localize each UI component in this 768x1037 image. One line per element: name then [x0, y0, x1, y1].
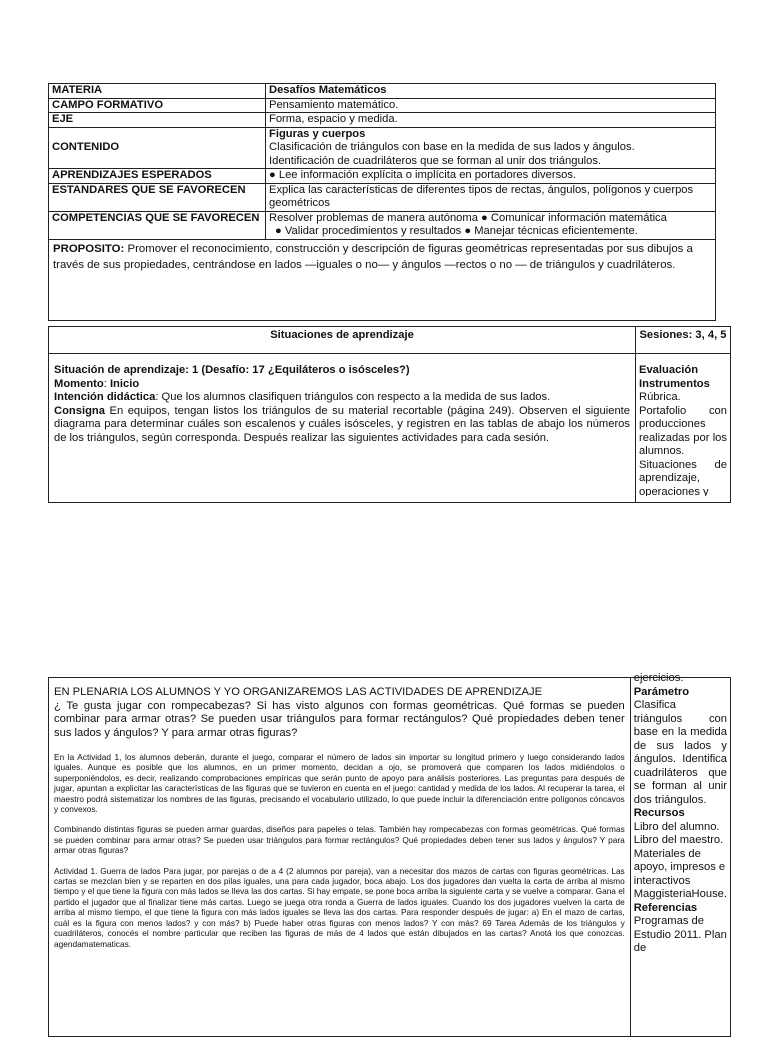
momento-label: Momento [54, 377, 104, 390]
actividades-row [49, 678, 731, 1037]
actividades-intro [54, 686, 625, 740]
materia-label: MATERIA [49, 84, 266, 99]
actividad-paragraph-3: Actividad 1. Guerra de lados Para jugar, por parejas o de a 4 (2 alumnos por pareja), van a necesitar dos mazos de cartas con figuras geométricas. Las cartas se mezclan bien y se reparten en dos pilas iguales, una para cada jugador, boca abajo. Los dos jugadores dan vuelta la carta de arriba al mismo tiempo y el que tiene la figura con más lados se lleva las dos cartas. Si hay empate, se pone boca arriba la siguiente carta y se vuelve a comparar. Gana el partido el jugador que al finalizar tiene más cartas. Luego se juega otra ronda a Guerra de lados iguales. Cuando los dos jugadores vuelven la carta de arriba al mismo tiempo, el que tiene la figura con más lados iguales se lleva las dos cartas. Para responder después de jugar: a) En el mazo de cartas, cuál es la figura con menos lados? y con más? b) Puede haber otras figuras con menos lados? Y con más? 69 Tarea Además de los triángulos y cuadriláteros, conocés el nombre particular que reciben las figuras de más de 4 lados que están dibujados en las cartas? Anotá los que conozcas. agendamatematicas. [54, 865, 625, 949]
competencias-line-2: ● Validar procedimientos y resultados ● Manejar técnicas eficientemente. [275, 225, 638, 237]
contenido-value [266, 127, 716, 169]
instrumentos-text: Rúbrica. Portafolio con producciones realizadas por los alumnos. Situaciones de aprendizaje, operaciones y [639, 391, 727, 496]
proposito-label: PROPOSITO: [53, 242, 125, 255]
situaciones-table [48, 326, 731, 503]
contenido-label: CONTENIDO [49, 127, 266, 169]
proposito-row [49, 239, 716, 320]
aprendizajes-value: ● Lee información explícita o implícita en portadores diversos. [266, 169, 716, 184]
parametro-heading: Parámetro [633, 685, 690, 698]
aprendizajes-row [49, 169, 716, 184]
ejercicios-cont: ejercicios. [633, 672, 684, 684]
contenido-row [49, 127, 716, 169]
evaluacion-clip [639, 364, 727, 496]
estandares-row [49, 183, 716, 211]
aprendizajes-label: APRENDIZAJES ESPERADOS [49, 169, 266, 184]
plenaria-question: ¿ Te gusta jugar con rompecabezas? Si has visto algunos con formas geométricas. Qué formas se pueden combinar para armar otras? Se pueden usar triángulos para formar rectángulos? Qué propiedades deben tener sus lados y ángulos? Y para armar otras figuras? [54, 699, 625, 739]
intencion-line [54, 391, 630, 405]
intencion-label: Intención didáctica [54, 391, 156, 403]
contenido-line-1: Clasificación de triángulos con base en la medida de sus lados y ángulos. [269, 141, 635, 153]
situaciones-body-row [49, 354, 731, 503]
momento-line: Momento: Inicio [54, 377, 140, 390]
estandares-label: ESTANDARES QUE SE FAVORECEN [49, 183, 266, 211]
eje-value: Forma, espacio y medida. [266, 113, 716, 128]
situacion-body [49, 354, 636, 503]
campo-value: Pensamiento matemático. [266, 98, 716, 113]
planning-header-table [48, 83, 716, 321]
evaluacion-heading: Evaluación [639, 364, 699, 376]
competencias-value [266, 211, 716, 239]
actividades-main [49, 678, 631, 1037]
instrumentos-heading: Instrumentos [639, 377, 710, 390]
referencias-text: Programas de Estudio 2011. Plan de [633, 915, 727, 954]
proposito-text: Promover el reconocimiento, construcción y descripción de figuras geométricas representadas por sus dibujos a través de sus propiedades, centrándose en lados —iguales o no— y ángulos —rectos o no — de triángulos y cuadriláteros. [53, 242, 693, 271]
contenido-heading: Figuras y cuerpos [269, 127, 366, 140]
situacion-title: Situación de aprendizaje: 1 (Desafío: 17 ¿Equiláteros o isósceles?) [54, 364, 410, 376]
consigna-label: Consigna [54, 404, 105, 417]
parametro-text: Clasifica triángulos con base en la medida de sus lados y ángulos. Identifica cuadriláteros que se forman al unir dos triángulos. [633, 699, 727, 806]
estandares-value: Explica las características de diferentes tipos de rectas, ángulos, polígonos y cuerpos geométricos [266, 183, 716, 211]
proposito-cell [49, 239, 716, 320]
actividad-paragraph-2: Combinando distintas figuras se pueden armar guardas, diseños para papeles o telas. También hay rompecabezas con formas geométricas. Qué formas se pueden combinar para armar otras? Se pueden usar triángulos para formar rectángulos? Qué propiedades deben tener sus lados y ángulos? Y para armar otras figuras? [54, 824, 625, 856]
actividad-paragraph-1: En la Actividad 1, los alumnos deberán, durante el juego, comparar el número de lados sin importar su longitud primero y luego considerando lados iguales. Aunque es posible que los alumnos, en un primer momento, decidan a ojo, se promoverá que comparen los lados midiéndolos o superponiéndolos, es decir, realizando comprobaciones empíricas que serán punto de apoyo para análisis posteriores. Las preguntas para después de jugar, apuntan a explicitar las características de las figuras que se tuvieron en cuenta en el juego: cantidad y medida de los lados. Al recuperar la tarea, el maestro podrá sistematizar los nombres de las figuras, precisando el vocabulario utilizado, lo que puede incluir la diferenciación entre polígonos cóncavos y convexos. [54, 752, 625, 815]
eje-label: EJE [49, 113, 266, 128]
competencias-label: COMPETENCIAS QUE SE FAVORECEN [49, 211, 266, 239]
situaciones-header-row [49, 327, 731, 354]
materia-value: Desafíos Matemáticos [266, 84, 716, 99]
campo-label: CAMPO FORMATIVO [49, 98, 266, 113]
situaciones-header: Situaciones de aprendizaje [49, 327, 636, 354]
referencias-heading: Referencias [633, 901, 698, 914]
consigna-paragraph [54, 405, 630, 446]
sesiones-header: Sesiones: 3, 4, 5 [636, 327, 731, 354]
momento-value: Inicio [109, 377, 140, 390]
campo-row [49, 98, 716, 113]
intencion-text: : Que los alumnos clasifiquen triángulos con respecto a la medida de sus lados. [155, 391, 551, 403]
recursos-heading: Recursos [633, 807, 685, 819]
materia-row [49, 84, 716, 99]
contenido-line-2: Identificación de cuadriláteros que se forman al unir dos triángulos. [269, 154, 602, 167]
competencias-row [49, 211, 716, 239]
parametro-cell [630, 672, 730, 1037]
eje-row [49, 113, 716, 128]
plenaria-title: EN PLENARIA LOS ALUMNOS Y YO ORGANIZAREMOS LAS ACTIVIDADES DE APRENDIZAJE [54, 686, 543, 698]
parametro-clip [634, 672, 727, 1018]
consigna-text: En equipos, tengan listos los triángulos de su material recortable (página 249). Observen el siguiente diagrama para determinar cuáles son escalenos y cuáles isósceles, y registren en las tablas de abajo los números de los triángulos, según corresponda. Después realizar las siguientes actividades para cada sesión. [54, 404, 630, 444]
recursos-text: Libro del alumno. Libro del maestro. Materiales de apoyo, impresos e interactivos MaggisteriaHouse. [633, 820, 727, 900]
actividades-table [48, 672, 731, 1037]
evaluacion-cell [636, 354, 731, 503]
competencias-line-1: Resolver problemas de manera autónoma ● Comunicar información matemática [269, 211, 667, 224]
